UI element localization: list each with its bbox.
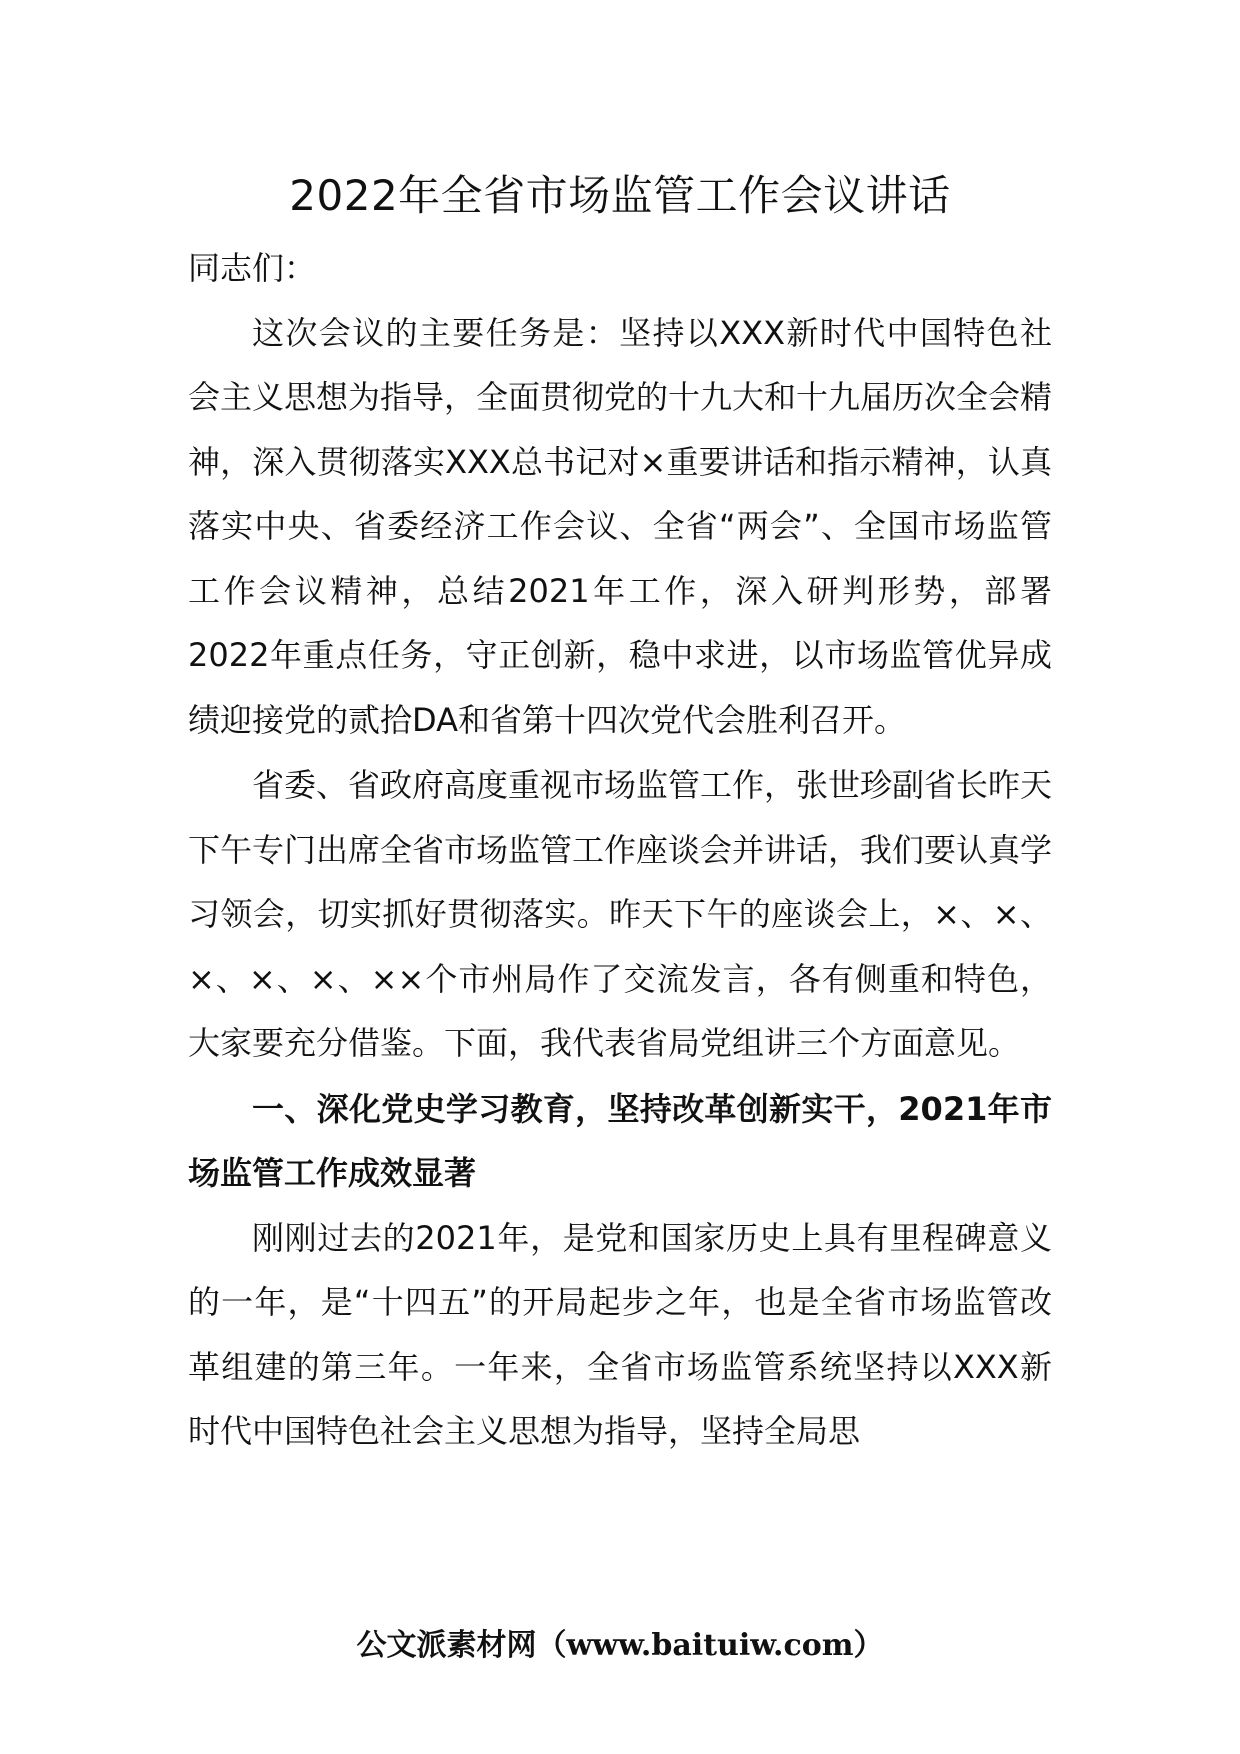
document-title: 2022年全省市场监管工作会议讲话 bbox=[289, 171, 951, 220]
document-body bbox=[188, 236, 1052, 1464]
section-heading: 一、深化党史学习教育，坚持改革创新实干，2021年市场监管工作成效显著 bbox=[188, 1089, 1052, 1192]
paragraph-leadership-attention: 省委、省政府高度重视市场监管工作，张世珍副省长昨天下午专门出席全省市场监管工作座谈会并讲话，我们要认真学习领会，切实抓好贯彻落实。昨天下午的座谈会上，×、×、×、×、×、××个市州局作了交流发言，各有侧重和特色，大家要充分借鉴。下面，我代表省局党组讲三个方面意见。 bbox=[188, 766, 1053, 1062]
salutation: 同志们： bbox=[188, 249, 317, 287]
paragraph-2021-review: 刚刚过去的2021年，是党和国家历史上具有里程碑意义的一年，是“十四五”的开局起步之年，也是全省市场监管改革组建的第三年。一年来，全省市场监管系统坚持以XXX新时代中国特色社会主义思想为指导，坚持全局思 bbox=[188, 1218, 1052, 1450]
paragraph-meeting-tasks: 这次会议的主要任务是：坚持以XXX新时代中国特色社会主义思想为指导，全面贯彻党的十九大和十九届历次全会精神，深入贯彻落实XXX总书记对×重要讲话和指示精神，认真落实中央、省委经济工作会议、全省“两会”、全国市场监管工作会议精神，总结2021年工作，深入研判形势，部署2022年重点任务，守正创新，稳中求进，以市场监管优异成绩迎接党的贰拾DA和省第十四次党代会胜利召开。 bbox=[188, 313, 1053, 739]
watermark-footer: 公文派素材网（www.baituiw.com） bbox=[356, 1628, 884, 1663]
